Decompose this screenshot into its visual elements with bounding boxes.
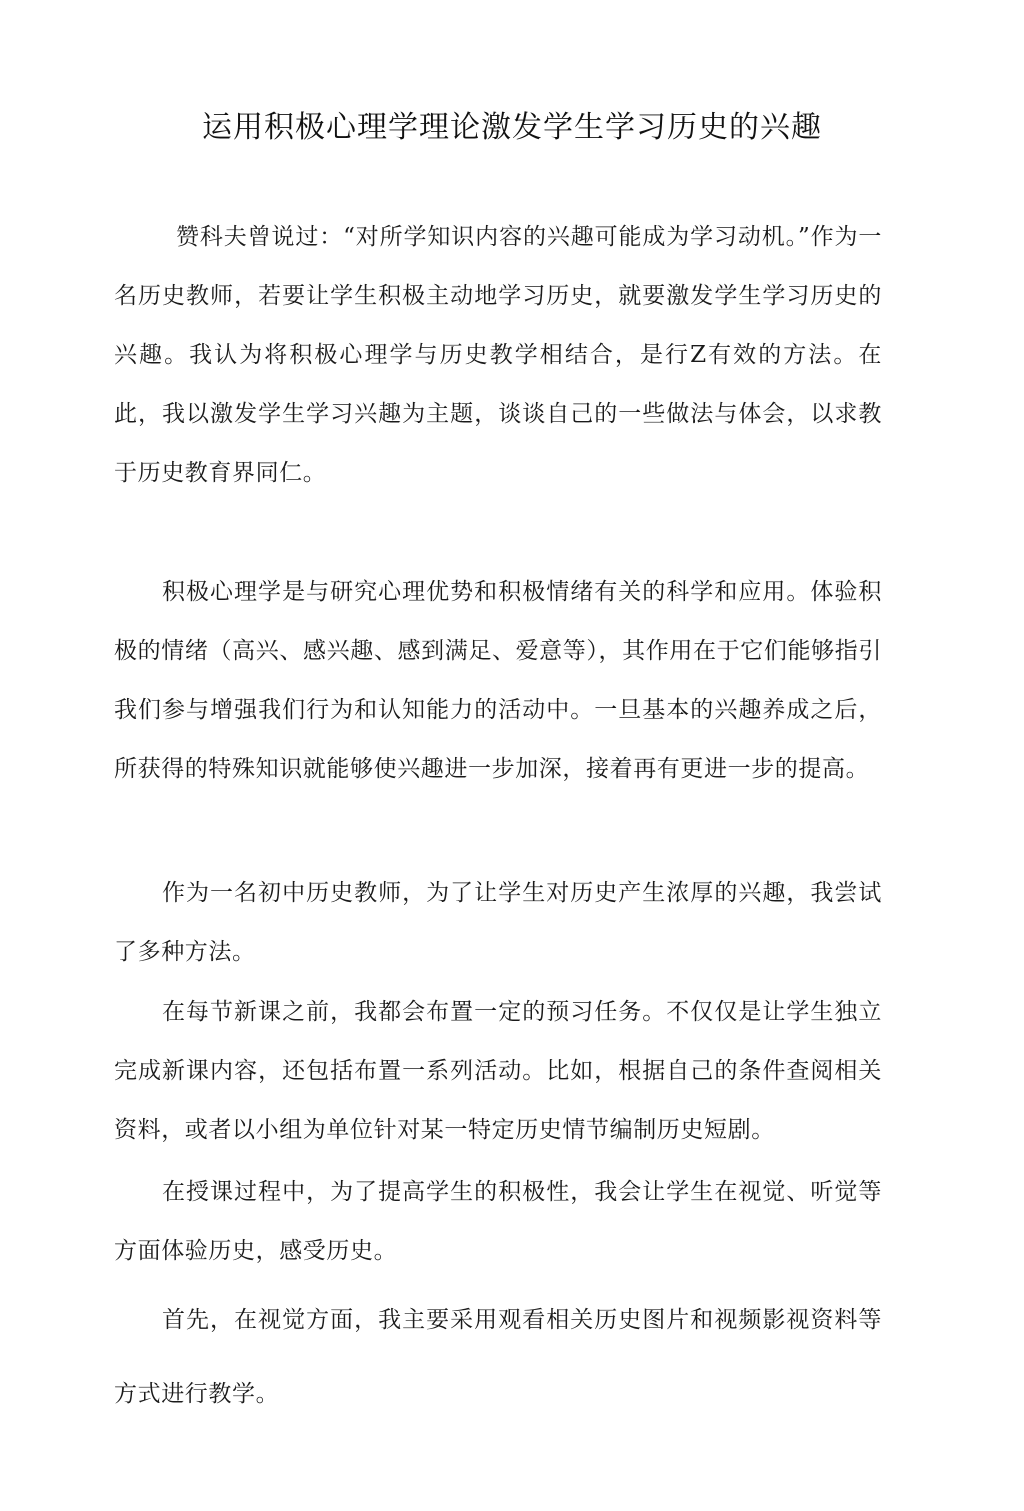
paragraph-4: 在每节新课之前，我都会布置一定的预习任务。不仅仅是让学生独立完成新课内容，还包括布置一系列活动。比如，根据自己的条件查阅相关资料，或者以小组为单位针对某一特定历史情节编制历史短剧。 <box>114 999 882 1143</box>
paragraph-2: 积极心理学是与研究心理优势和积极情绪有关的科学和应用。体验积极的情绪（高兴、感兴趣、感到满足、爱意等），其作用在于它们能够指引我们参与增强我们行为和认知能力的活动中。一旦基本的兴趣养成之后，所获得的特殊知识就能够使兴趣进一步加深，接着再有更进一步的提高。 <box>114 579 882 782</box>
paragraph-1: 赞科夫曾说过：“对所学知识内容的兴趣可能成为学习动机。”作为一名历史教师，若要让学生积极主动地学习历史，就要激发学生学习历史的兴趣。我认为将积极心理学与历史教学相结合，是行Z有效的方法。在此，我以激发学生学习兴趣为主题，谈谈自己的一些做法与体会，以求教于历史教育界同仁。 <box>114 224 882 486</box>
paragraph-6: 首先，在视觉方面，我主要采用观看相关历史图片和视频影视资料等方式进行教学。 <box>114 1307 882 1407</box>
paragraph-3: 作为一名初中历史教师，为了让学生对历史产生浓厚的兴趣，我尝试了多种方法。 <box>114 880 882 965</box>
paragraph-5: 在授课过程中，为了提高学生的积极性，我会让学生在视觉、听觉等方面体验历史，感受历史。 <box>114 1179 882 1264</box>
document-title: 运用积极心理学理论激发学生学习历史的兴趣 <box>202 110 822 145</box>
